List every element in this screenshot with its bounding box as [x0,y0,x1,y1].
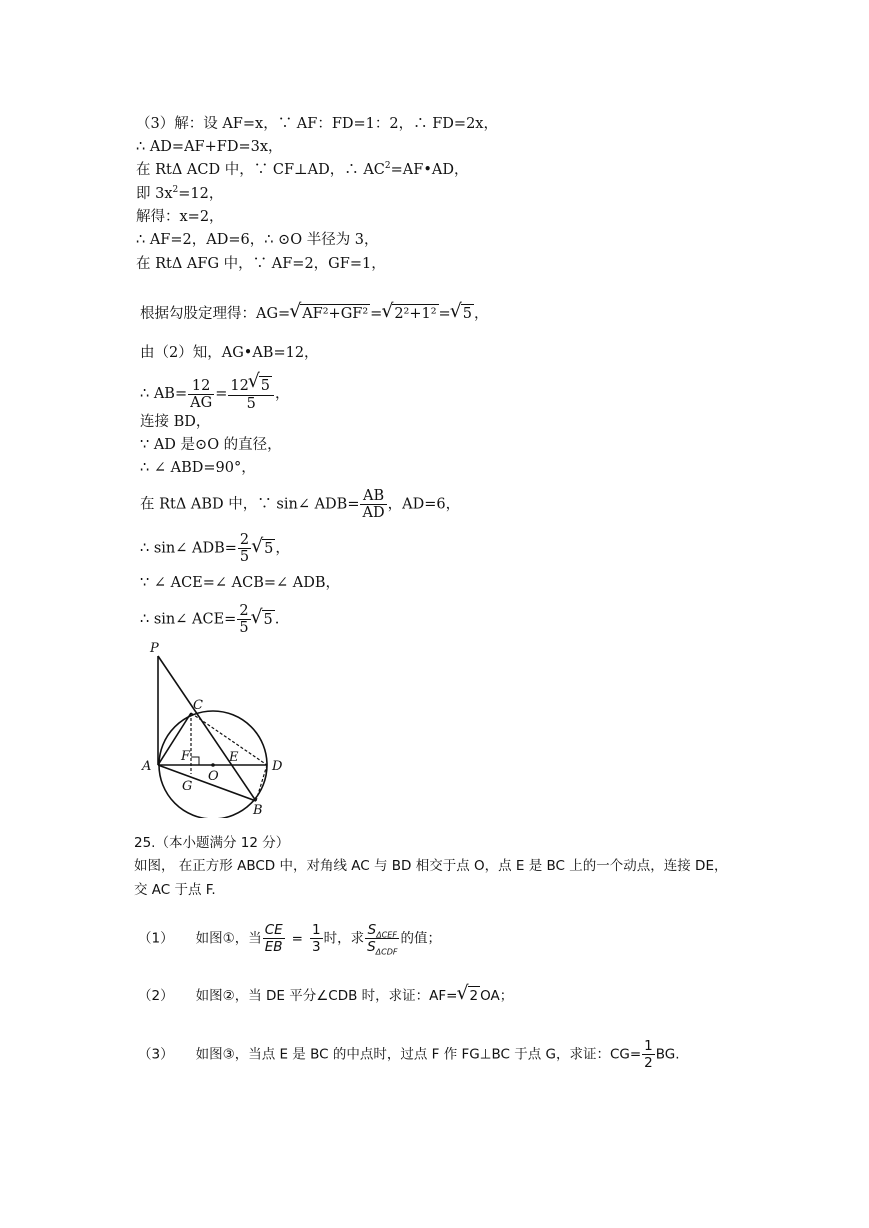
part-number: （1） [138,930,174,947]
coefficient: 12 [230,378,249,394]
fraction [360,488,386,521]
text-segment: 在 RtΔ ACD 中，∵ CF⊥AD，∴ AC [136,162,385,178]
text-segment: = [370,306,383,322]
subscript: ΔCDF [375,947,398,957]
solution-line-9: 由（2）知，AG•AB=12， [140,345,319,361]
sqrt-expression [383,304,438,324]
solution-line-17 [140,603,279,636]
center-point [211,763,215,767]
problem-25-part-3 [138,1038,680,1071]
sqrt-expression [291,304,370,324]
numerator: AB [360,488,386,505]
numerator [228,376,274,396]
part-number: （2） [138,988,174,1004]
denominator: 2 [644,1055,653,1071]
text-segment: 的值； [400,930,441,947]
numerator: 2 [239,603,249,619]
geometry-figure [136,638,296,818]
solution-line-8 [140,304,488,324]
radicand: AF²+GF² [302,306,369,322]
label-a: A [142,759,152,774]
solution-line-4 [136,184,223,204]
text-segment: ， [473,306,489,322]
label-g: G [182,779,193,794]
segment-bd [256,765,267,801]
text-segment: 根据勾股定理得：AG= [140,306,291,322]
radicand: 2²+1² [394,306,437,322]
sqrt-expression [253,610,275,630]
solution-line-1: （3）解：设 AF=x，∵ AF：FD=1：2，∴ FD=2x， [136,116,498,132]
numerator: 2 [239,532,250,548]
numerator: CE [264,922,283,938]
denominator [365,939,399,955]
text-segment: 在 RtΔ ABD 中，∵ sin∠ ADB= [140,496,360,513]
solution-line-7: 在 RtΔ AFG 中，∵ AF=2，GF=1， [136,256,386,272]
text-segment: = [215,386,228,402]
radicand: 5 [260,378,271,394]
radicand: 5 [264,540,274,557]
fraction [238,532,251,565]
text-segment: 即 3x [136,186,173,202]
denominator: 5 [239,549,250,565]
superscript: 2 [384,161,391,172]
denominator: AG [190,394,213,411]
text-segment: ∴ AB= [140,386,188,402]
fraction [228,376,274,412]
text-segment: ， [275,540,290,557]
denominator: 5 [246,396,256,412]
text-segment: . [274,611,280,628]
superscript: 2 [172,185,179,196]
fraction [263,922,285,955]
fraction [188,378,214,411]
label-c: C [193,698,203,713]
denominator: 5 [239,620,249,636]
text-segment: BG. [655,1046,680,1063]
area-symbol: S [367,922,377,938]
denominator: EB [264,939,283,955]
radicand: 5 [263,611,273,628]
part-number: （3） [138,1046,174,1063]
label-e: E [229,750,239,765]
equals-sign: = [291,930,303,947]
subscript: ΔCEF [376,930,397,940]
segment-ab [158,765,256,801]
solution-line-12: ∵ AD 是⊙O 的直径， [140,437,282,453]
text-segment: ∴ sin∠ ADB= [140,540,237,557]
solution-line-16: ∵ ∠ ACE=∠ ACB=∠ ADB， [140,575,341,591]
solution-line-5: 解得：x=2， [136,209,224,225]
text-segment: ∴ sin∠ ACE= [140,611,237,628]
text-segment: ， [275,386,290,402]
fraction [642,1038,655,1071]
denominator: AD [362,505,385,521]
numerator: 12 [188,378,214,395]
text-segment: 时，求 [323,930,365,947]
numerator: 1 [311,922,321,938]
label-o: O [208,769,219,784]
right-angle-mark [191,757,199,765]
problem-25-stem-line-1: 如图， 在正方形 ABCD 中，对角线 AC 与 BD 相交于点 O，点 E 是 BC 上的一个动点，连接 DE， [134,858,728,874]
text-segment: = [438,306,451,322]
numerator: 1 [644,1038,653,1054]
fraction [310,922,323,955]
numerator [365,922,399,939]
label-p: P [150,641,159,656]
solution-line-11: 连接 BD， [140,414,211,430]
radicand: 5 [462,306,472,322]
text-segment: =AF•AD， [390,162,469,178]
label-d: D [272,759,283,774]
solution-line-3 [136,160,469,180]
sqrt-expression [250,376,272,395]
problem-25-stem-line-2: 交 AC 于点 F. [134,882,216,898]
sqrt-expression [459,986,481,1006]
problem-25-part-2 [138,986,513,1006]
label-b: B [253,803,263,818]
solution-line-10 [140,376,290,412]
problem-25-part-1 [138,922,441,955]
area-symbol: S [367,939,376,955]
denominator: 3 [311,939,321,955]
fraction [237,603,250,636]
solution-line-2: ∴ AD=AF+FD=3x， [136,139,283,155]
text-segment: 如图③，当点 E 是 BC 的中点时，过点 F 作 FG⊥BC 于点 G，求证：CG= [195,1046,642,1063]
text-segment: OA； [480,988,514,1004]
solution-line-15 [140,532,290,565]
text-segment: =12， [178,186,224,202]
solution-line-14 [140,488,460,521]
text-segment: ，AD=6， [387,496,461,513]
fraction [365,922,399,955]
sqrt-expression [253,539,275,559]
sqrt-expression [452,304,474,324]
solution-line-13: ∴ ∠ ABD=90°， [140,460,256,476]
solution-line-6: ∴ AF=2，AD=6，∴ ⊙O 半径为 3， [136,232,379,248]
radicand: 2 [469,988,479,1004]
label-f: F [181,749,191,764]
text-segment: 如图①，当 [195,930,262,947]
problem-25-header: 25.（本小题满分 12 分） [134,835,290,851]
text-segment: 如图②，当 DE 平分∠CDB 时，求证：AF= [195,988,458,1004]
